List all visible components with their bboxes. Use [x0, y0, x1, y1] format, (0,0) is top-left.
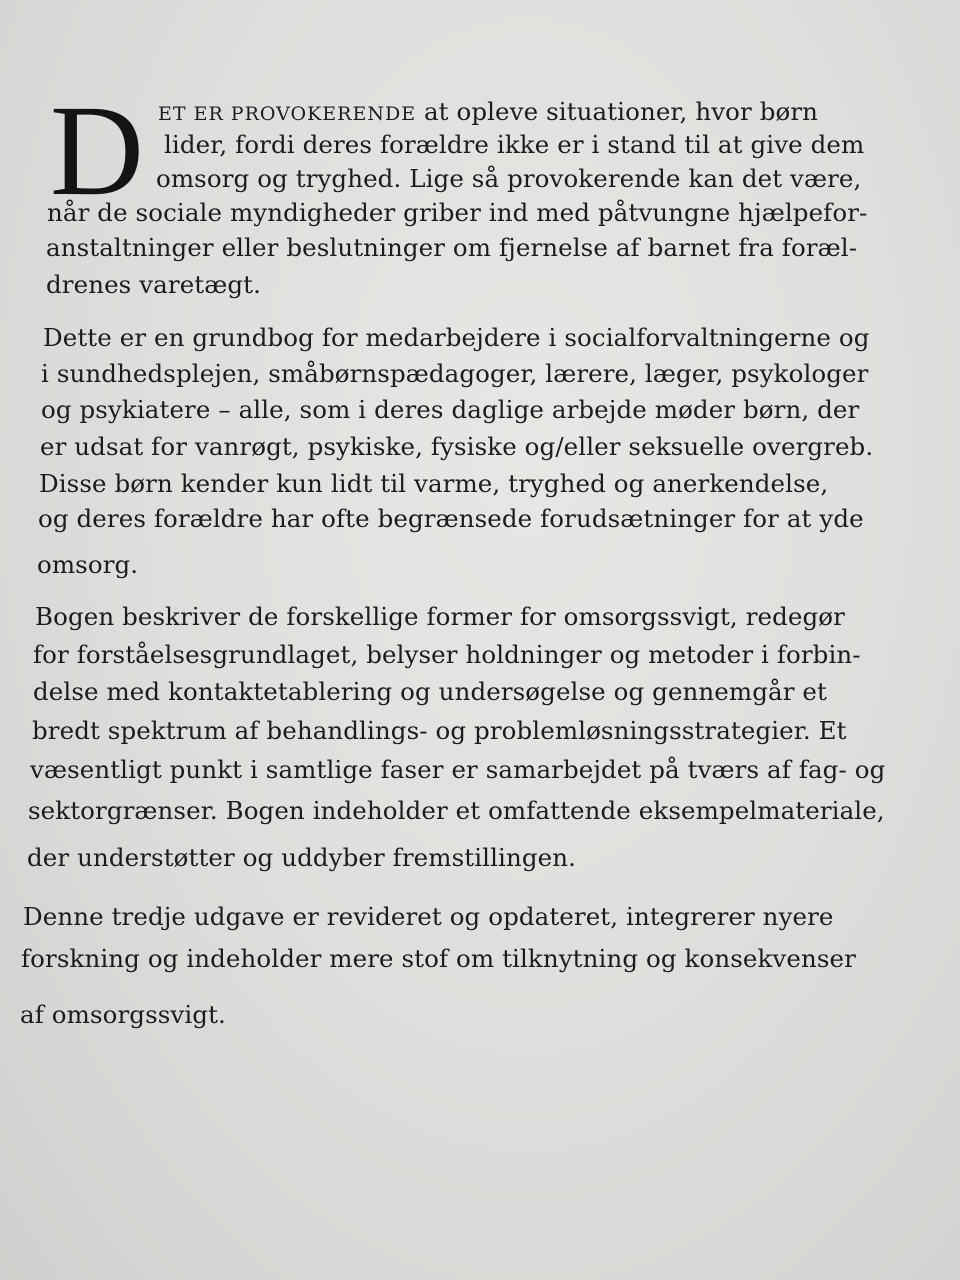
lead-smallcaps: ET ER PROVOKERENDE: [158, 103, 417, 125]
paragraph-1-line-4: når de sociale myndigheder griber ind med påtvungne hjælpefor-: [47, 198, 868, 227]
paragraph-2-line-3: og psykiatere – alle, som i deres daglige arbejde møder børn, der: [41, 395, 860, 424]
paragraph-4-line-1: Denne tredje udgave er revideret og opdateret, integrerer nyere: [23, 902, 834, 931]
paragraph-2-line-2: i sundhedsplejen, småbørnspædagoger, lærere, læger, psykologer: [41, 359, 869, 388]
paragraph-2-line-5: Disse børn kender kun lidt til varme, tryghed og anerkendelse,: [39, 469, 829, 498]
paragraph-3-line-5: væsentligt punkt i samtlige faser er samarbejdet på tværs af fag- og: [30, 755, 886, 784]
line-1-rest: at opleve situationer, hvor børn: [416, 97, 819, 126]
paragraph-2-line-6: og deres forældre har ofte begrænsede forudsætninger for at yde: [38, 504, 864, 533]
drop-cap-letter: D: [50, 79, 144, 223]
paragraph-1-line-6: drenes varetægt.: [46, 270, 261, 299]
paragraph-3-line-4: bredt spektrum af behandlings- og problemløsningsstrategier. Et: [32, 716, 847, 745]
paragraph-4-line-3: af omsorgssvigt.: [20, 1000, 226, 1029]
paragraph-1-line-1: [158, 97, 819, 126]
paragraph-1-line-3: omsorg og tryghed. Lige så provokerende kan det være,: [156, 164, 862, 193]
paragraph-1-line-5: anstaltninger eller beslutninger om fjernelse af barnet fra foræl-: [46, 233, 858, 262]
paragraph-4-line-2: forskning og indeholder mere stof om tilknytning og konsekvenser: [21, 944, 856, 973]
paragraph-3-line-1: Bogen beskriver de forskellige former for omsorgssvigt, redegør: [35, 602, 845, 631]
paragraph-2-line-4: er udsat for vanrøgt, psykiske, fysiske og/eller seksuelle overgreb.: [40, 432, 874, 461]
paragraph-3-line-2: for forståelsesgrundlaget, belyser holdninger og metoder i forbin-: [33, 640, 861, 669]
paragraph-2-line-7: omsorg.: [37, 550, 139, 579]
paragraph-3-line-6: sektorgrænser. Bogen indeholder et omfattende eksempelmateriale,: [28, 796, 885, 825]
paragraph-3-line-7: der understøtter og uddyber fremstillingen.: [27, 843, 576, 872]
paragraph-2-line-1: Dette er en grundbog for medarbejdere i socialforvaltningerne og: [43, 323, 870, 352]
paragraph-1-line-2: lider, fordi deres forældre ikke er i stand til at give dem: [164, 130, 865, 159]
paragraph-3-line-3: delse med kontaktetablering og undersøgelse og gennemgår et: [33, 677, 827, 706]
